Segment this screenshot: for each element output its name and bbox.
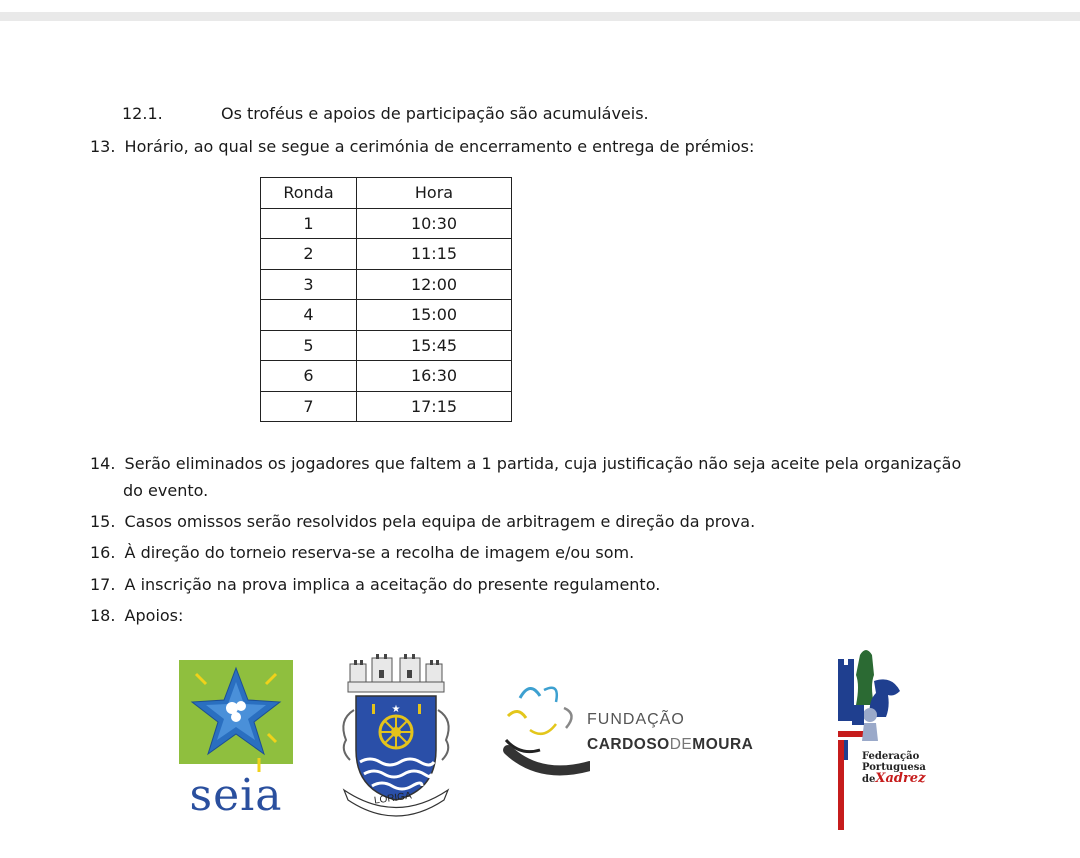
section-16 bbox=[90, 542, 634, 564]
cardoso-line2 bbox=[587, 736, 753, 754]
seia-wordmark: seia bbox=[189, 770, 283, 821]
section-number: 18. bbox=[90, 606, 116, 625]
fpx-line2: Portuguesa bbox=[862, 762, 926, 773]
section-text: À direção do torneio reserva-se a recolha de imagem e/ou som. bbox=[124, 543, 635, 562]
section-14 bbox=[90, 453, 961, 475]
header-hora: Hora bbox=[357, 178, 512, 209]
round-cell: 3 bbox=[261, 269, 357, 300]
fpx-logo bbox=[830, 645, 930, 830]
section-15 bbox=[90, 511, 755, 533]
seia-logo bbox=[179, 660, 293, 820]
time-cell: 16:30 bbox=[357, 361, 512, 392]
table-row bbox=[261, 361, 512, 392]
section-text: Apoios: bbox=[124, 606, 184, 625]
schedule-table bbox=[260, 177, 512, 422]
section-text: Horário, ao qual se segue a cerimónia de encerramento e entrega de prémios: bbox=[124, 137, 755, 156]
section-number: 17. bbox=[90, 575, 116, 594]
section-number: 16. bbox=[90, 543, 116, 562]
section-12-1 bbox=[122, 103, 649, 125]
fpx-line1: Federação bbox=[862, 751, 920, 762]
de-word: DE bbox=[669, 736, 693, 753]
section-text: Serão eliminados os jogadores que faltem a 1 partida, cuja justificação não seja aceite pela organização bbox=[124, 454, 962, 473]
section-13 bbox=[90, 136, 754, 158]
table-row bbox=[261, 300, 512, 331]
table-row bbox=[261, 330, 512, 361]
time-cell: 15:00 bbox=[357, 300, 512, 331]
section-number: 14. bbox=[90, 454, 116, 473]
section-14-continuation: do evento. bbox=[123, 481, 209, 500]
chess-pieces-logo-icon bbox=[830, 645, 930, 830]
table-header-row bbox=[261, 178, 512, 209]
fpx-wordmark bbox=[862, 751, 926, 785]
round-cell: 5 bbox=[261, 330, 357, 361]
section-number: 13. bbox=[90, 137, 116, 156]
svg-text:★: ★ bbox=[391, 704, 401, 715]
moura-word: MOURA bbox=[692, 736, 754, 753]
cardoso-line1: FUNDAÇÃO bbox=[587, 711, 685, 728]
section-18 bbox=[90, 605, 183, 627]
swirl-logo-icon bbox=[500, 680, 590, 790]
table-row bbox=[261, 208, 512, 239]
section-text: A inscrição na prova implica a aceitação do presente regulamento. bbox=[124, 575, 661, 594]
round-cell: 2 bbox=[261, 239, 357, 270]
section-17 bbox=[90, 574, 660, 596]
header-ronda: Ronda bbox=[261, 178, 357, 209]
time-cell: 17:15 bbox=[357, 391, 512, 422]
cardoso-word: CARDOSO bbox=[587, 736, 670, 753]
cardoso-de-moura-logo bbox=[500, 680, 780, 790]
time-cell: 12:00 bbox=[357, 269, 512, 300]
round-cell: 7 bbox=[261, 391, 357, 422]
top-page-band bbox=[0, 12, 1080, 21]
round-cell: 4 bbox=[261, 300, 357, 331]
table-row bbox=[261, 239, 512, 270]
table-row bbox=[261, 391, 512, 422]
loriga-coat-of-arms bbox=[326, 650, 466, 820]
section-number: 15. bbox=[90, 512, 116, 531]
time-cell: 15:45 bbox=[357, 330, 512, 361]
fpx-xadrez: Xadrez bbox=[875, 771, 926, 786]
time-cell: 10:30 bbox=[357, 208, 512, 239]
star-flower-logo-icon bbox=[179, 660, 293, 772]
section-text: Casos omissos serão resolvidos pela equipa de arbitragem e direção da prova. bbox=[124, 512, 756, 531]
section-text: Os troféus e apoios de participação são acumuláveis. bbox=[221, 104, 649, 123]
round-cell: 1 bbox=[261, 208, 357, 239]
table-row bbox=[261, 269, 512, 300]
fpx-line3 bbox=[862, 773, 926, 785]
fpx-de: de bbox=[862, 774, 876, 785]
section-number: 12.1. bbox=[122, 104, 163, 123]
time-cell: 11:15 bbox=[357, 239, 512, 270]
round-cell: 6 bbox=[261, 361, 357, 392]
loriga-wordmark: LORIGA bbox=[373, 790, 413, 807]
